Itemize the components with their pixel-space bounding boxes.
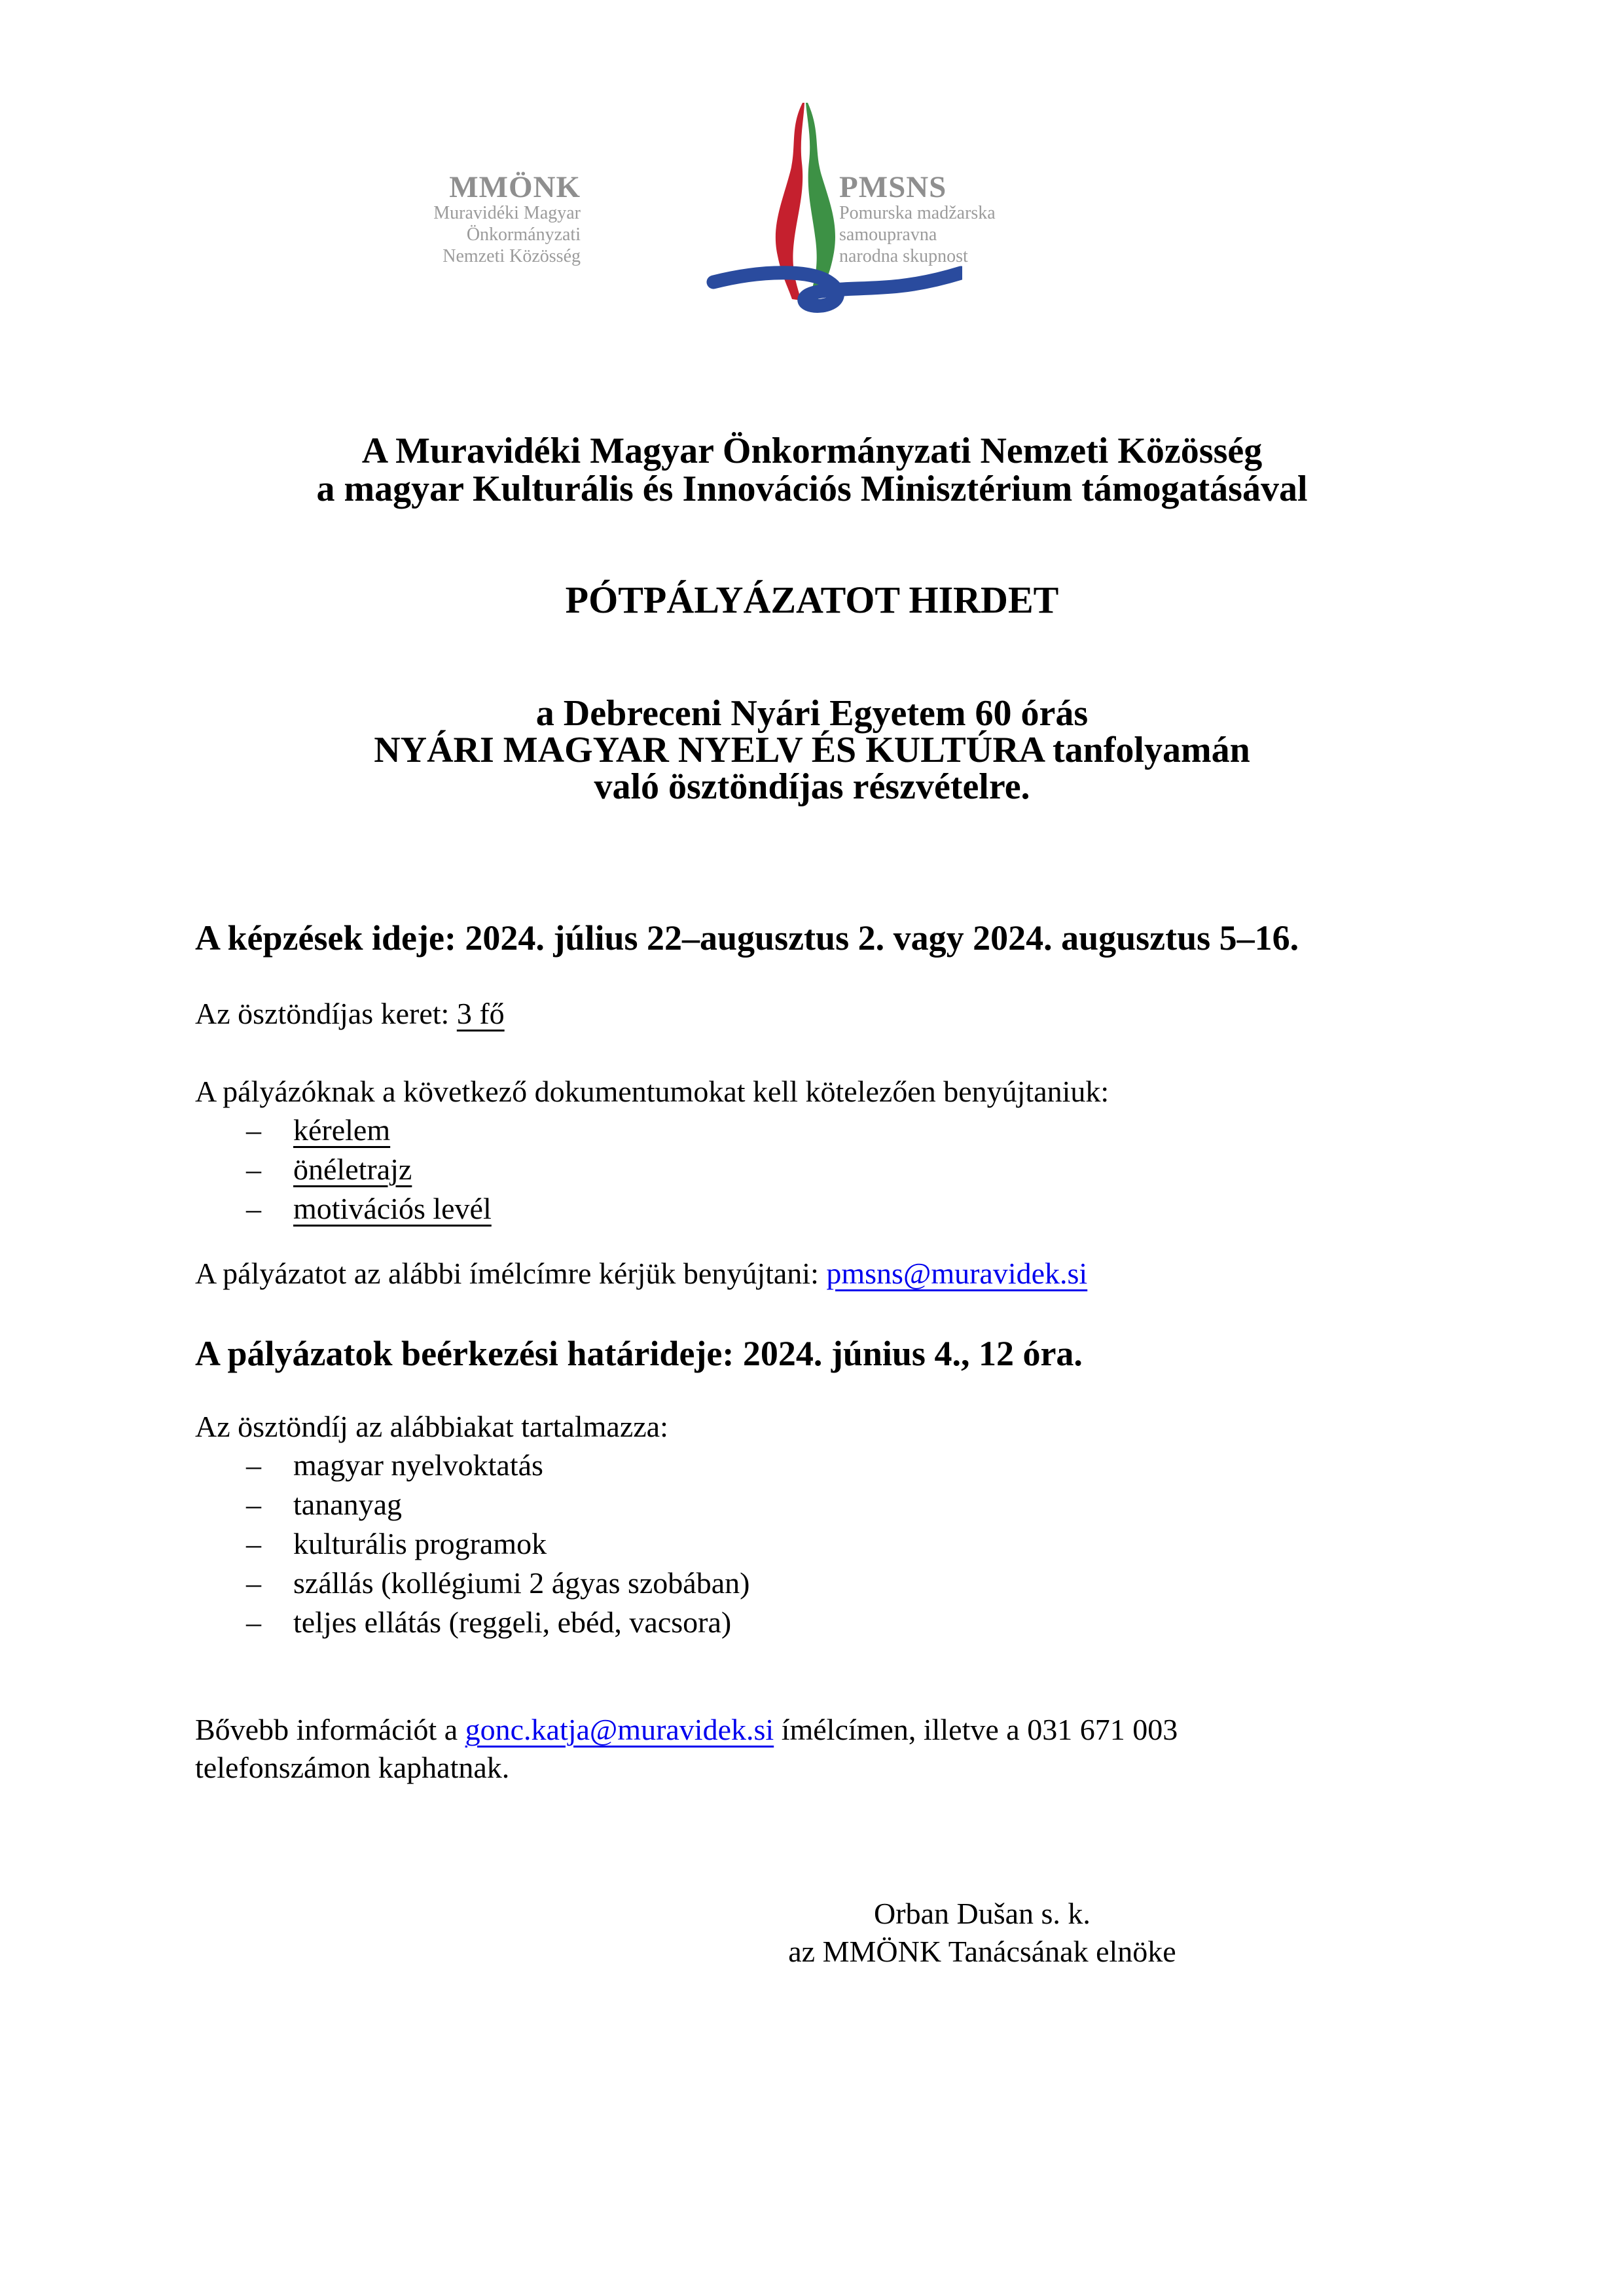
quota-value: 3 fő: [456, 997, 505, 1030]
list-item: [195, 1446, 1429, 1485]
logo-acronym-mmonk: MMÖNK: [449, 170, 581, 204]
dash-bullet: –: [246, 1448, 261, 1482]
scholarship-includes-intro: Az ösztöndíj az alábbiakat tartalmazza:: [195, 1410, 668, 1443]
org-logo: [195, 98, 1429, 317]
list-item: [195, 1564, 1429, 1603]
signature-block: [788, 1895, 1176, 1971]
documents-intro: A pályázóknak a következő dokumentumokat kell kötelezően benyújtaniuk:: [195, 1075, 1110, 1108]
submit-label: A pályázatot az alábbi ímélcímre kérjük benyújtani:: [195, 1257, 827, 1290]
logo-right-line: narodna skupnost: [839, 246, 968, 266]
signatory-title: az MMÖNK Tanácsának elnöke: [788, 1935, 1176, 1968]
list-item: [195, 1111, 1429, 1150]
logo-acronym-pmsns: PMSNS: [839, 170, 947, 204]
logo-right-line: samoupravna: [839, 224, 937, 245]
dash-bullet: –: [246, 1153, 261, 1186]
includes-list: [195, 1446, 1429, 1642]
include-item: kulturális programok: [293, 1527, 547, 1560]
logo-left-line: Muravidéki Magyar: [433, 203, 581, 223]
submission-line: [195, 1255, 1429, 1293]
dash-bullet: –: [246, 1527, 261, 1560]
org-heading-line2: a magyar Kulturális és Innovációs Minisztérium támogatásával: [316, 469, 1308, 509]
dash-bullet: –: [246, 1488, 261, 1521]
deadline-line: A pályázatok beérkezési határideje: 2024. június 4., 12 óra.: [195, 1334, 1083, 1373]
more-info-paragraph: [195, 1711, 1429, 1787]
info-prefix: Bővebb információt a: [195, 1713, 465, 1746]
include-item: szállás (kollégiumi 2 ágyas szobában): [293, 1566, 750, 1600]
info-line-1: [195, 1711, 1429, 1749]
scholarship-quota: [195, 995, 1429, 1033]
logo-left-line: Nemzeti Közösség: [442, 246, 581, 266]
dash-bullet: –: [246, 1113, 261, 1147]
info-email-link[interactable]: gonc.katja@muravidek.si: [465, 1713, 774, 1746]
course-heading-line1: a Debreceni Nyári Egyetem 60 órás: [535, 693, 1089, 734]
list-item: [195, 1603, 1429, 1642]
announcement-title: PÓTPÁLYÁZATOT HIRDET: [565, 579, 1059, 621]
info-line-2: telefonszámon kaphatnak.: [195, 1751, 510, 1784]
logo-right-line: Pomurska madžarska: [839, 203, 996, 223]
logo-left-line: Önkormányzati: [466, 224, 581, 245]
org-heading-line1: A Muravidéki Magyar Önkormányzati Nemzeti Közösség: [361, 431, 1263, 471]
info-suffix: ímélcímen, illetve a 031 671 003: [774, 1713, 1178, 1746]
dash-bullet: –: [246, 1566, 261, 1600]
list-item: [195, 1524, 1429, 1564]
list-item: [195, 1150, 1429, 1189]
submit-email-link[interactable]: pmsns@muravidek.si: [826, 1257, 1088, 1290]
quota-label: Az ösztöndíjas keret:: [195, 997, 457, 1030]
logo-left-column: [433, 172, 581, 267]
include-item: teljes ellátás (reggeli, ebéd, vacsora): [293, 1605, 732, 1639]
course-heading: [195, 695, 1429, 805]
signatory-name: Orban Dušan s. k.: [874, 1897, 1091, 1930]
dash-bullet: –: [246, 1192, 261, 1225]
course-heading-line2: NYÁRI MAGYAR NYELV ÉS KULTÚRA tanfolyamán: [374, 730, 1250, 770]
documents-list: [195, 1111, 1429, 1229]
logo-right-column: [839, 172, 996, 267]
org-heading: [195, 432, 1429, 508]
dash-bullet: –: [246, 1605, 261, 1639]
document-item: önéletrajz: [293, 1153, 412, 1186]
include-item: tananyag: [293, 1488, 403, 1521]
course-heading-line3: való ösztöndíjas részvételre.: [594, 766, 1030, 807]
include-item: magyar nyelvoktatás: [293, 1448, 543, 1482]
list-item: [195, 1485, 1429, 1524]
document-item: kérelem: [293, 1113, 391, 1147]
training-dates: A képzések ideje: 2024. július 22–augusztus 2. vagy 2024. augusztus 5–16.: [195, 918, 1299, 958]
document-item: motivációs levél: [293, 1192, 492, 1225]
list-item: [195, 1189, 1429, 1229]
